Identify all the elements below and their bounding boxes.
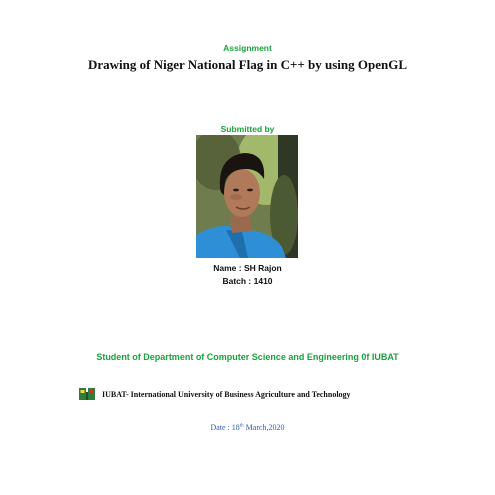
university-name: IUBAT- International University of Business Agriculture and Technology: [102, 389, 351, 399]
student-name: Name : SH Rajon: [213, 263, 282, 273]
student-department-line: Student of Department of Computer Science and Engineering 0f IUBAT: [96, 352, 399, 362]
iubat-logo-icon: [78, 387, 96, 401]
date-ordinal: th: [239, 423, 244, 429]
student-batch: Batch : 1410: [222, 276, 273, 286]
assignment-label: Assignment: [223, 43, 272, 53]
date-prefix: Date : 18: [210, 423, 240, 432]
university-row: [78, 387, 351, 401]
student-portrait-icon: [196, 135, 298, 258]
submitted-by-label: Submitted by: [220, 124, 275, 134]
date-rest: March,2020: [243, 423, 285, 432]
submission-date: [0, 423, 495, 432]
student-portrait-photo: [196, 135, 298, 258]
document-title: Drawing of Niger National Flag in C++ by using OpenGL: [87, 57, 408, 72]
